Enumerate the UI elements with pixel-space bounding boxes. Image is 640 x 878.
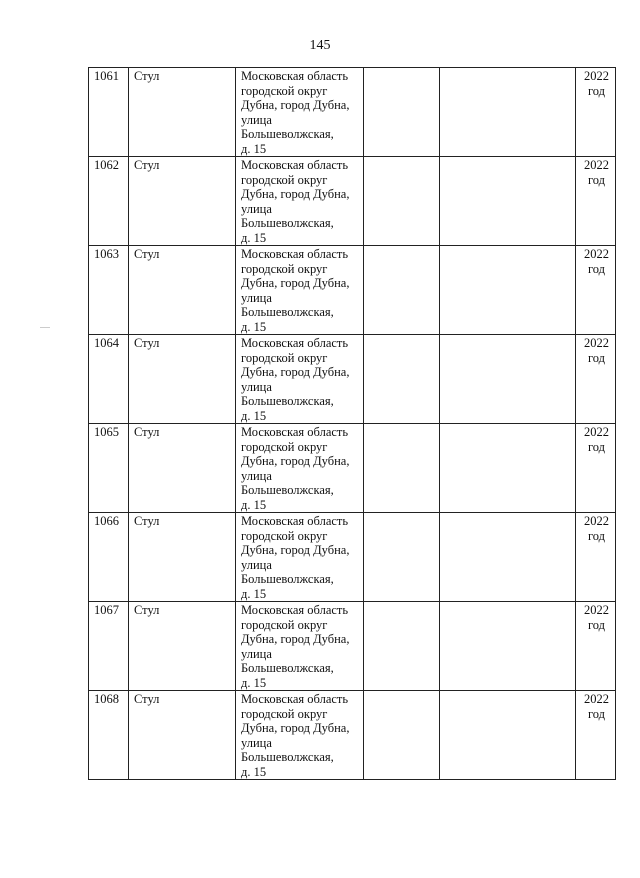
item-address [236,157,364,246]
year-text: 2022 год [584,514,609,543]
scan-mark [40,327,50,328]
table-row [89,691,616,780]
address-text: Московская область городской округ Дубна, город Дубна, улица Большеволжская, д. 15 [241,514,350,601]
empty-cell [440,246,576,335]
empty-cell [440,68,576,157]
empty-cell [364,335,440,424]
empty-cell [364,246,440,335]
item-year [576,513,616,602]
item-address [236,602,364,691]
table-row [89,68,616,157]
address-text: Московская область городской округ Дубна, город Дубна, улица Большеволжская, д. 15 [241,69,350,156]
empty-cell [364,157,440,246]
table-row [89,335,616,424]
item-name: Стул [129,246,236,335]
item-name: Стул [129,424,236,513]
year-text: 2022 год [584,69,609,98]
item-year [576,691,616,780]
year-text: 2022 год [584,603,609,632]
empty-cell [440,691,576,780]
item-year [576,246,616,335]
address-text: Московская область городской округ Дубна, город Дубна, улица Большеволжская, д. 15 [241,247,350,334]
item-name: Стул [129,602,236,691]
item-name: Стул [129,68,236,157]
item-year [576,157,616,246]
year-text: 2022 год [584,692,609,721]
row-number: 1062 [89,157,129,246]
item-name: Стул [129,691,236,780]
address-text: Московская область городской округ Дубна, город Дубна, улица Большеволжская, д. 15 [241,336,350,423]
row-number: 1065 [89,424,129,513]
table-row [89,424,616,513]
table-row [89,246,616,335]
item-address [236,68,364,157]
row-number: 1068 [89,691,129,780]
row-number: 1063 [89,246,129,335]
year-text: 2022 год [584,158,609,187]
item-year [576,602,616,691]
address-text: Московская область городской округ Дубна, город Дубна, улица Большеволжская, д. 15 [241,692,350,779]
item-address [236,246,364,335]
table-row [89,602,616,691]
empty-cell [440,157,576,246]
empty-cell [364,602,440,691]
row-number: 1061 [89,68,129,157]
empty-cell [364,424,440,513]
item-name: Стул [129,157,236,246]
address-text: Московская область городской округ Дубна, город Дубна, улица Большеволжская, д. 15 [241,603,350,690]
empty-cell [364,691,440,780]
item-name: Стул [129,513,236,602]
address-text: Московская область городской округ Дубна, город Дубна, улица Большеволжская, д. 15 [241,158,350,245]
address-text: Московская область городской округ Дубна, город Дубна, улица Большеволжская, д. 15 [241,425,350,512]
item-year [576,68,616,157]
item-name: Стул [129,335,236,424]
empty-cell [440,602,576,691]
item-address [236,691,364,780]
row-number: 1066 [89,513,129,602]
item-address [236,513,364,602]
table-row [89,157,616,246]
year-text: 2022 год [584,425,609,454]
row-number: 1067 [89,602,129,691]
item-year [576,335,616,424]
table-row [89,513,616,602]
item-address [236,424,364,513]
page-number: 145 [309,38,331,53]
row-number: 1064 [89,335,129,424]
empty-cell [440,335,576,424]
empty-cell [440,513,576,602]
empty-cell [364,68,440,157]
year-text: 2022 год [584,336,609,365]
year-text: 2022 год [584,247,609,276]
item-address [236,335,364,424]
empty-cell [440,424,576,513]
item-year [576,424,616,513]
inventory-table [88,67,616,780]
empty-cell [364,513,440,602]
